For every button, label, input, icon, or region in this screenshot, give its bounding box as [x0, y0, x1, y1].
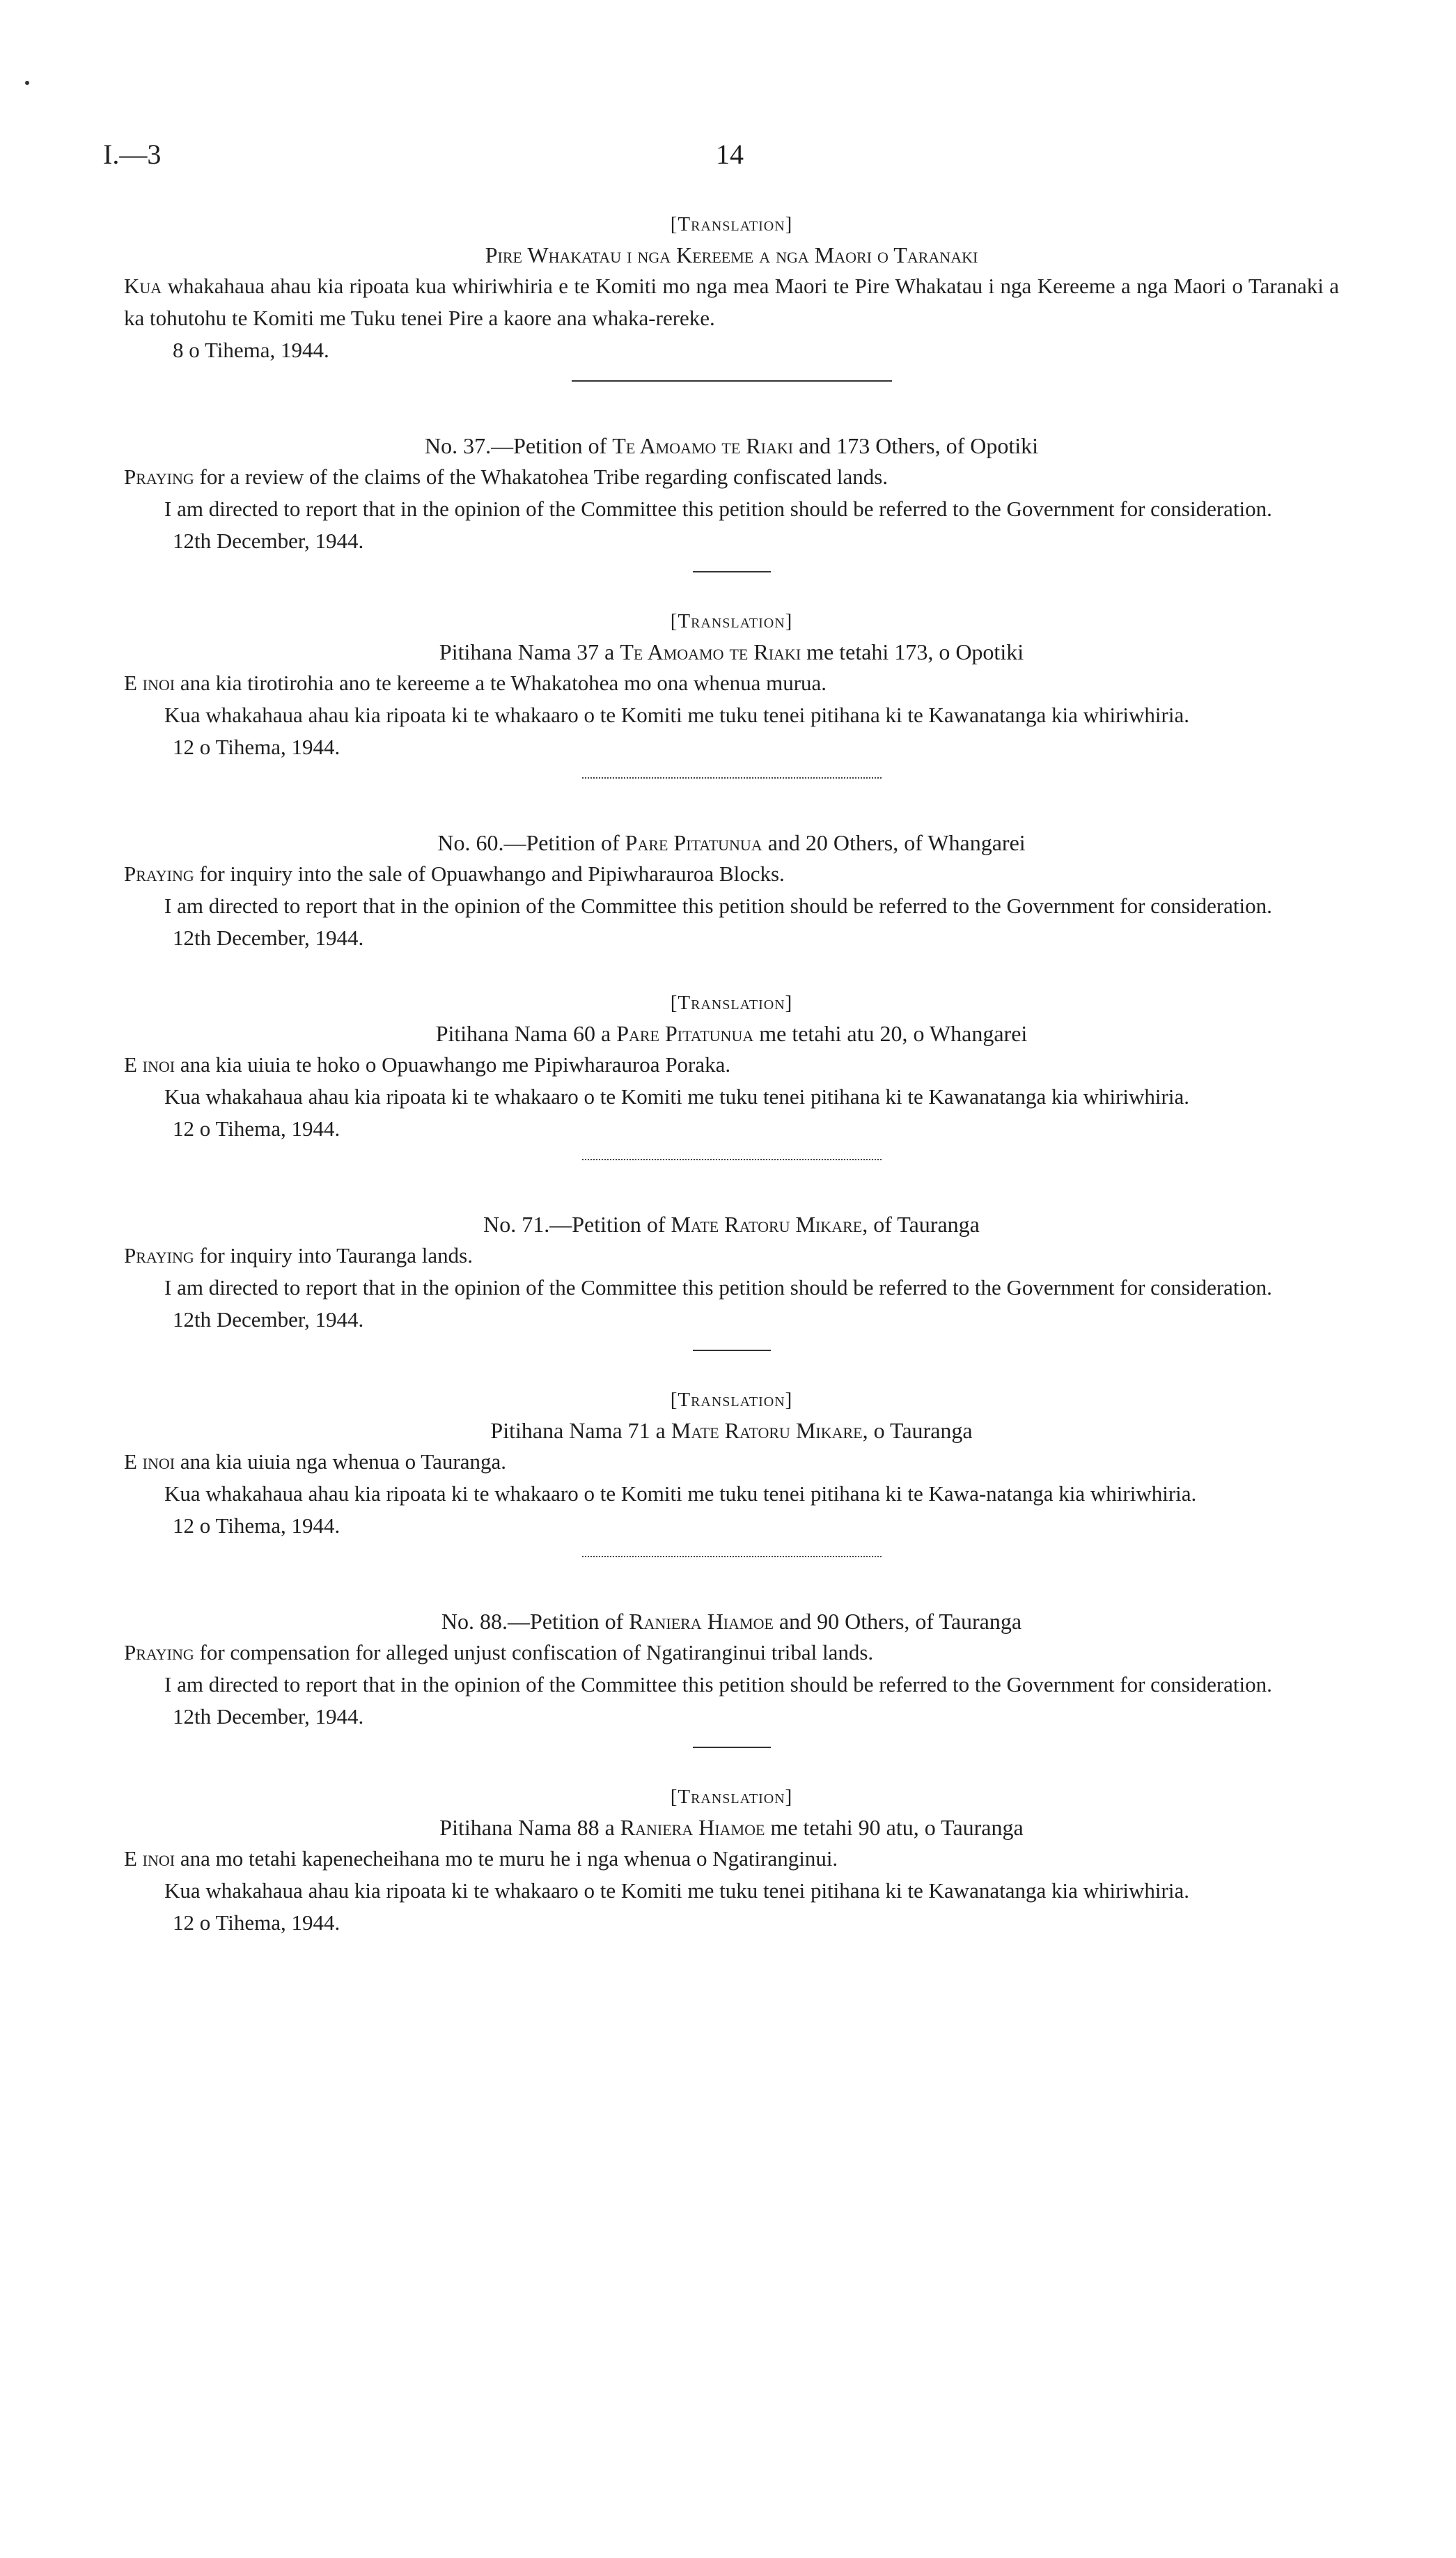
petitioner-name: Te Amoamo te Riaki — [612, 433, 794, 458]
petition-title — [124, 637, 1339, 667]
paragraph-lead: Kua — [124, 274, 162, 298]
petition-place: , o Tauranga — [862, 1418, 973, 1443]
translation-block-60 — [124, 988, 1339, 1145]
petition-place: me tetahi atu 20, o Whangarei — [753, 1021, 1028, 1046]
petitioner-name: Te Amoamo te Riaki — [620, 639, 801, 664]
petitioner-name: Raniera Hiamoe — [620, 1815, 765, 1840]
petition-title — [124, 1812, 1339, 1843]
petition-block-60 — [124, 827, 1339, 954]
paragraph-lead: Praying — [124, 465, 194, 489]
translation-tag: [Translation] — [670, 1786, 793, 1808]
paragraph — [124, 1637, 1339, 1669]
paragraph-text: for inquiry into the sale of Opuawhango and Pipiwharauroa Blocks. — [194, 861, 785, 886]
paragraph: I am directed to report that in the opinion of the Committee this petition should be referred to the Government for consideration. — [164, 1672, 1272, 1697]
paragraph — [124, 1240, 1339, 1272]
paragraph: Kua whakahaua ahau kia ripoata ki te whakaaro o te Komiti me tuku tenei pitihana ki te Kawanatanga kia whiriwhiria. — [164, 1878, 1189, 1903]
petitioner-name: Pare Pitatunua — [616, 1021, 754, 1046]
petition-number: Pitihana Nama 60 a — [435, 1021, 617, 1046]
petition-title — [124, 1209, 1339, 1240]
report-date: 12 o Tihema, 1944. — [173, 735, 340, 759]
paragraph-lead: Praying — [124, 1243, 194, 1268]
report-date: 12 o Tihema, 1944. — [173, 1116, 340, 1141]
petitioner-name: Mate Ratoru Mikare — [671, 1418, 863, 1443]
translation-block-88 — [124, 1781, 1339, 1939]
paragraph — [124, 270, 1339, 334]
paragraph-lead: E inoi — [124, 1846, 175, 1871]
petitioner-name: Pare Pitatunua — [625, 830, 762, 855]
translation-tag: [Translation] — [670, 992, 793, 1014]
translation-block-71 — [124, 1385, 1339, 1542]
petition-title — [124, 827, 1339, 858]
petition-place: and 173 Others, of Opotiki — [793, 433, 1039, 458]
petitioner-name: Raniera Hiamoe — [629, 1609, 774, 1634]
paragraph — [124, 1843, 1339, 1875]
paragraph: Kua whakahaua ahau kia ripoata ki te whakaaro o te Komiti me tuku tenei pitihana ki te Kawanatanga kia whiriwhiria. — [164, 703, 1189, 727]
petition-place: me tetahi 173, o Opotiki — [801, 639, 1024, 664]
paragraph — [124, 1446, 1339, 1478]
paragraph-text: for a review of the claims of the Whakatohea Tribe regarding confiscated lands. — [194, 465, 889, 489]
petition-title — [124, 1415, 1339, 1446]
report-date: 12 o Tihema, 1944. — [173, 1513, 340, 1538]
petition-title — [124, 1606, 1339, 1637]
paragraph: Kua whakahaua ahau kia ripoata ki te whakaaro o te Komiti me tuku tenei pitihana ki te Kawanatanga kia whiriwhiria. — [164, 1084, 1189, 1109]
petition-place: and 90 Others, of Tauranga — [773, 1609, 1022, 1634]
petition-number: No. 88.—Petition of — [441, 1609, 629, 1634]
petition-title — [124, 430, 1339, 461]
petition-title — [124, 1018, 1339, 1049]
petitioner-name: Mate Ratoru Mikare — [671, 1212, 863, 1237]
running-header — [103, 138, 1356, 180]
paragraph-text: ana kia uiuia te hoko o Opuawhango me Pipiwharauroa Poraka. — [175, 1052, 731, 1077]
report-date: 12 o Tihema, 1944. — [173, 1910, 340, 1935]
paragraph — [124, 461, 1339, 493]
paragraph-text: for compensation for alleged unjust confiscation of Ngatiranginui tribal lands. — [194, 1640, 874, 1664]
paragraph — [124, 667, 1339, 699]
paragraph-lead: E inoi — [124, 1449, 175, 1474]
paragraph — [124, 1049, 1339, 1081]
scan-speck — [25, 81, 29, 85]
petition-number: Pitihana Nama 71 a — [490, 1418, 671, 1443]
paragraph-text: for inquiry into Tauranga lands. — [194, 1243, 473, 1268]
paragraph-text: ana kia uiuia nga whenua o Tauranga. — [175, 1449, 506, 1474]
translation-block-taranaki — [124, 209, 1339, 366]
petition-place: , of Tauranga — [862, 1212, 980, 1237]
petition-number: No. 37.—Petition of — [424, 433, 613, 458]
report-date: 8 o Tihema, 1944. — [173, 338, 329, 362]
report-date: 12th December, 1944. — [173, 1307, 364, 1332]
document-reference: I.—3 — [103, 139, 162, 170]
paragraph: I am directed to report that in the opinion of the Committee this petition should be referred to the Government for consideration. — [164, 894, 1272, 918]
petition-place: and 20 Others, of Whangarei — [762, 830, 1026, 855]
paragraph-text: ana kia tirotirohia ano te kereeme a te Whakatohea mo ona whenua murua. — [175, 671, 827, 695]
petition-number: No. 60.—Petition of — [437, 830, 625, 855]
paragraph-lead: Praying — [124, 1640, 194, 1664]
translation-block-37 — [124, 606, 1339, 763]
paragraph-lead: E inoi — [124, 1052, 175, 1077]
paragraph-lead: Praying — [124, 861, 194, 886]
report-date: 12th December, 1944. — [173, 1704, 364, 1729]
petition-block-71 — [124, 1209, 1339, 1336]
paragraph: Kua whakahaua ahau kia ripoata ki te whakaaro o te Komiti me tuku tenei pitihana ki te Kawa-natanga kia whiriwhiria. — [164, 1481, 1197, 1506]
petition-block-88 — [124, 1606, 1339, 1733]
petition-block-37 — [124, 430, 1339, 557]
paragraph: I am directed to report that in the opinion of the Committee this petition should be referred to the Government for consideration. — [164, 497, 1272, 521]
petition-place: me tetahi 90 atu, o Tauranga — [765, 1815, 1024, 1840]
translation-tag: [Translation] — [670, 1389, 793, 1411]
petition-number: Pitihana Nama 37 a — [439, 639, 620, 664]
paragraph: I am directed to report that in the opinion of the Committee this petition should be referred to the Government for consideration. — [164, 1275, 1272, 1300]
section-title: Pire Whakatau i nga Kereeme a nga Maori o Taranaki — [485, 242, 978, 267]
paragraph — [124, 858, 1339, 890]
report-date: 12th December, 1944. — [173, 529, 364, 553]
translation-tag: [Translation] — [670, 213, 793, 235]
paragraph-lead: E inoi — [124, 671, 175, 695]
report-date: 12th December, 1944. — [173, 926, 364, 950]
petition-number: Pitihana Nama 88 a — [439, 1815, 620, 1840]
petition-number: No. 71.—Petition of — [483, 1212, 671, 1237]
paragraph-text: whakahaua ahau kia ripoata kua whiriwhiria e te Komiti mo nga mea Maori te Pire Whakatau i nga Kereeme a nga Maori o Taranaki a ka tohutohu te Komiti me Tuku tenei Pire a kaore ana whaka-rereke. — [124, 274, 1339, 330]
paragraph-text: ana mo tetahi kapenecheihana mo te muru he i nga whenua o Ngatiranginui. — [175, 1846, 838, 1871]
page-number: 14 — [716, 139, 744, 170]
translation-tag: [Translation] — [670, 610, 793, 632]
page-body — [124, 209, 1339, 1939]
